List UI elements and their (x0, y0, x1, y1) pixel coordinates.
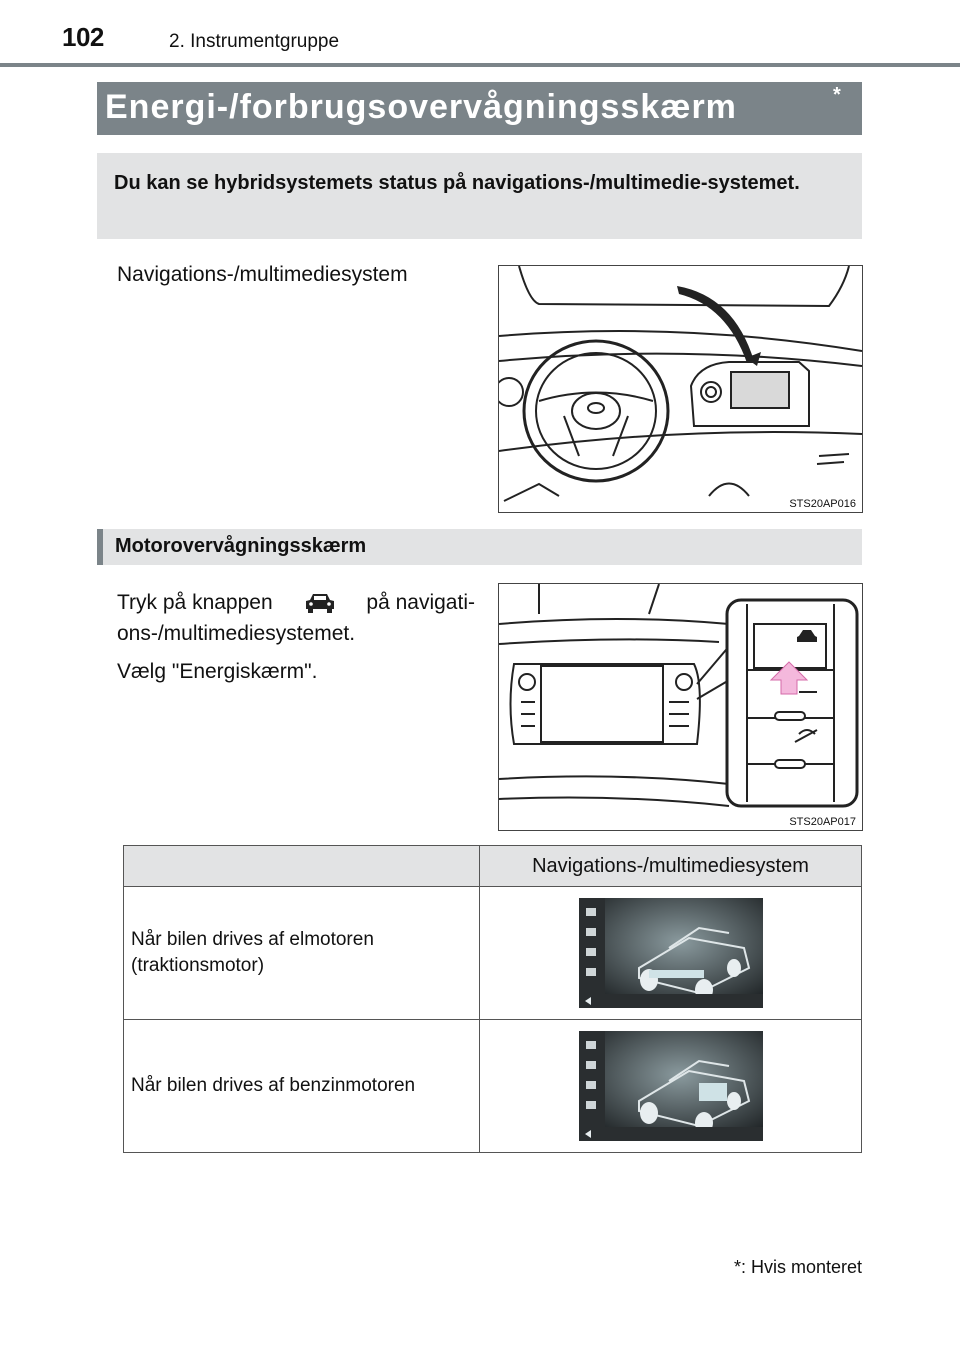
dashboard-drawing (499, 266, 862, 512)
nav-system-heading: Navigations-/multimediesystem (117, 263, 408, 286)
title-asterisk: * (833, 84, 841, 106)
row-label-line: (traktionsmotor) (131, 955, 265, 976)
energy-screen-gasoline (579, 1031, 763, 1141)
step-1-text-b: på navigati- (366, 591, 475, 614)
step-1 (117, 587, 475, 649)
row-label-line: Når bilen drives af benzinmotoren (131, 1075, 416, 1096)
figure-code: STS20AP017 (789, 816, 856, 828)
table-header-empty (124, 846, 480, 887)
page-number: 102 (62, 22, 104, 52)
dashboard-illustration (498, 265, 863, 513)
table-row (124, 887, 862, 1020)
row-label-line: Når bilen drives af elmotoren (131, 929, 374, 950)
car-icon (304, 592, 336, 614)
header-divider (0, 63, 960, 67)
page-title: Energi-/forbrugsovervågningsskærm (105, 88, 737, 126)
section-heading: Motorovervågningsskærm (115, 535, 367, 557)
table-image-cell (480, 887, 862, 1020)
intro-box (97, 153, 862, 239)
intro-text: Du kan se hybridsystemets status på navigations-/multimedie-systemet. (114, 172, 800, 194)
step-1-text-a: Tryk på knappen (117, 591, 273, 614)
table-label-cell (124, 1020, 480, 1153)
table-label-cell (124, 887, 480, 1020)
table-header-nav: Navigations-/multimediesystem (480, 846, 862, 887)
multimedia-unit-illustration (498, 583, 863, 831)
energy-screen-electric (579, 898, 763, 1008)
table-row (124, 1020, 862, 1153)
energy-monitor-table (123, 845, 862, 1153)
multimedia-drawing (499, 584, 862, 830)
chapter-title: 2. Instrumentgruppe (169, 31, 340, 52)
step-1-text-c: ons-/multimediesystemet. (117, 622, 356, 645)
table-image-cell (480, 1020, 862, 1153)
footnote: *: Hvis monteret (733, 1257, 862, 1277)
figure-code: STS20AP016 (789, 498, 856, 510)
step-2: Vælg "Energiskærm". (117, 660, 318, 683)
section-heading-bar (97, 529, 862, 565)
section-title-bar (97, 82, 862, 135)
